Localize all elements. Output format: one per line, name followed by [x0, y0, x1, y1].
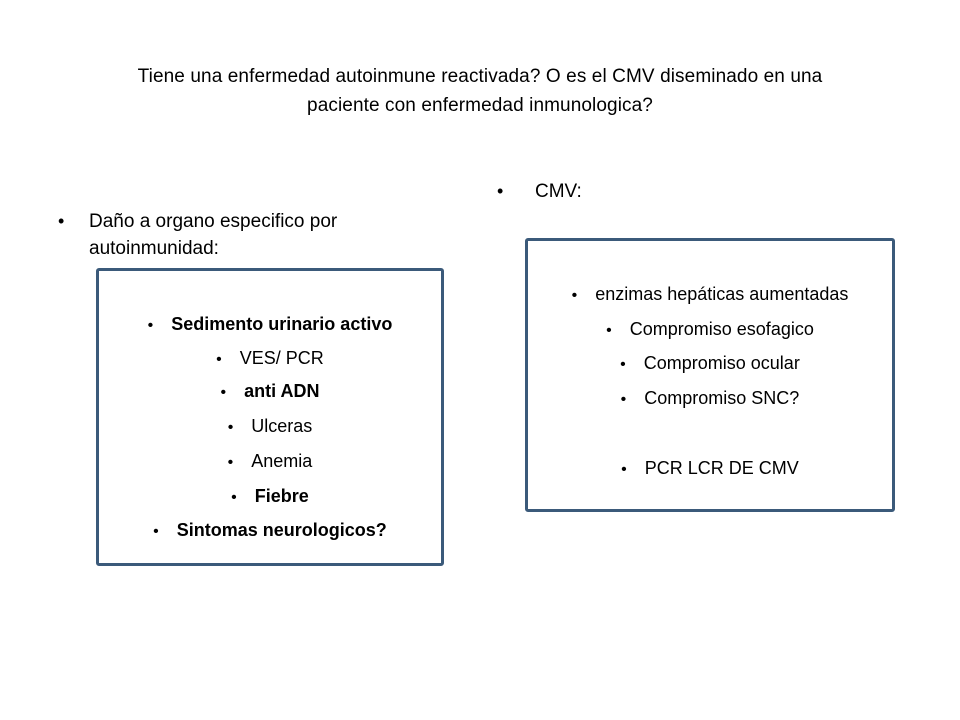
bullet-icon: • [621, 461, 627, 478]
right-heading-text: CMV: [535, 181, 582, 202]
bullet-icon: • [620, 356, 626, 373]
list-item [528, 317, 892, 343]
list-item [99, 379, 441, 405]
left-heading [58, 208, 388, 262]
list-item-text: Ulceras [251, 416, 313, 436]
bullet-icon: • [153, 523, 159, 540]
list-item [99, 312, 441, 338]
list-item-text: Compromiso esofagico [629, 319, 814, 339]
list-item [99, 518, 441, 544]
left-heading-line-2: autoinmunidad: [89, 238, 219, 259]
bullet-icon: • [497, 181, 504, 201]
bullet-icon: • [58, 211, 65, 231]
list-item [99, 449, 441, 475]
list-item-text: Fiebre [254, 486, 309, 506]
autoimmunity-findings-box [96, 268, 444, 566]
list-item-text: enzimas hepáticas aumentadas [595, 284, 849, 304]
list-item [528, 351, 892, 377]
list-item [99, 414, 441, 440]
list-item-text: anti ADN [244, 381, 320, 401]
slide-title-line-1: Tiene una enfermedad autoinmune reactivada? O es el CMV diseminado en una [137, 66, 823, 87]
list-item-text: PCR LCR DE CMV [644, 458, 799, 478]
slide-title-line-2: paciente con enfermedad inmunologica? [307, 95, 653, 116]
bullet-icon: • [231, 489, 237, 506]
bullet-icon: • [147, 317, 154, 334]
bullet-icon: • [227, 419, 234, 436]
right-heading [497, 178, 797, 205]
slide-title [60, 62, 900, 120]
list-item-text: VES/ PCR [239, 348, 324, 368]
bullet-icon: • [571, 287, 578, 304]
bullet-icon: • [620, 391, 627, 408]
list-item-text: Compromiso SNC? [644, 388, 800, 408]
bullet-icon: • [606, 322, 612, 339]
list-item [528, 282, 892, 308]
bullet-icon: • [216, 351, 222, 368]
list-item-text: Sedimento urinario activo [171, 314, 393, 334]
list-item [99, 346, 441, 372]
bullet-icon: • [220, 384, 227, 401]
left-heading-line-1: Daño a organo especifico por [89, 211, 338, 232]
list-item [528, 456, 892, 482]
list-item-text: Anemia [251, 451, 313, 471]
list-item-text: Compromiso ocular [643, 353, 800, 373]
list-item-text: Sintomas neurologicos? [176, 520, 387, 540]
list-item [99, 484, 441, 510]
list-item [528, 386, 892, 412]
cmv-findings-box [525, 238, 895, 512]
bullet-icon: • [227, 454, 234, 471]
